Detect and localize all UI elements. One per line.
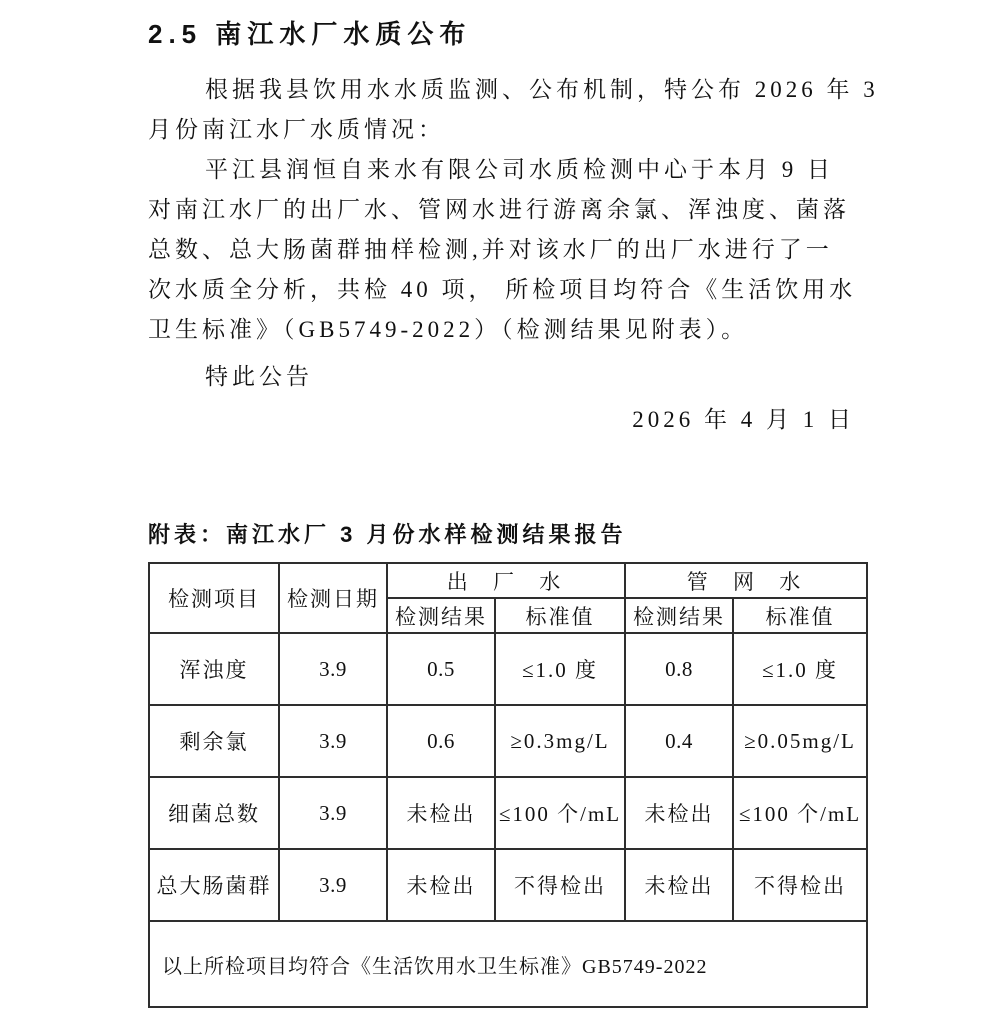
header-factory-result: 检测结果 xyxy=(387,598,495,633)
table-row xyxy=(149,633,867,705)
announcement-paragraph xyxy=(148,70,879,150)
cell-date: 3.9 xyxy=(279,705,387,777)
header-pipe-standard: 标准值 xyxy=(733,598,867,633)
table-body xyxy=(149,633,867,921)
cell-factory-result: 未检出 xyxy=(387,849,495,921)
cell-item: 总大肠菌群 xyxy=(149,849,279,921)
table-footer-note: 以上所检项目均符合《生活饮用水卫生标准》GB5749-2022 xyxy=(149,921,867,1007)
cell-factory-result: 未检出 xyxy=(387,777,495,849)
cell-factory-standard: 不得检出 xyxy=(495,849,625,921)
cell-item: 剩余氯 xyxy=(149,705,279,777)
cell-pipe-result: 未检出 xyxy=(625,777,733,849)
cell-date: 3.9 xyxy=(279,849,387,921)
publish-date: 2026 年 4 月 1 日 xyxy=(632,407,855,432)
table-header xyxy=(149,563,867,633)
cell-factory-result: 0.6 xyxy=(387,705,495,777)
water-quality-table xyxy=(148,562,868,1008)
cell-pipe-standard: ≥0.05mg/L xyxy=(733,705,867,777)
cell-date: 3.9 xyxy=(279,633,387,705)
cell-item: 浑浊度 xyxy=(149,633,279,705)
cell-pipe-result: 0.8 xyxy=(625,633,733,705)
paragraph-line: 卫生标准》（GB5749-2022）（检测结果见附表）。 xyxy=(148,317,749,342)
cell-pipe-standard: ≤1.0 度 xyxy=(733,633,867,705)
cell-pipe-standard: ≤100 个/mL xyxy=(733,777,867,849)
table-header-row-groups xyxy=(149,563,867,598)
table-footer xyxy=(149,921,867,1007)
header-pipe-result: 检测结果 xyxy=(625,598,733,633)
cell-item: 细菌总数 xyxy=(149,777,279,849)
cell-factory-standard: ≤100 个/mL xyxy=(495,777,625,849)
cell-date: 3.9 xyxy=(279,777,387,849)
table-row xyxy=(149,705,867,777)
paragraph-line: 次水质全分析，共检 40 项， 所检项目均符合《生活饮用水 xyxy=(148,277,857,302)
header-date: 检测日期 xyxy=(279,563,387,633)
cell-pipe-result: 未检出 xyxy=(625,849,733,921)
section-heading: 2.5 南江水厂水质公布 xyxy=(148,19,472,49)
inspection-paragraph xyxy=(148,150,855,350)
appendix-table-title: 附表：南江水厂 3 月份水样检测结果报告 xyxy=(148,522,627,547)
header-pipe-water: 管 网 水 xyxy=(625,563,867,598)
paragraph-line: 对南江水厂的出厂水、管网水进行游离余氯、浑浊度、菌落 xyxy=(148,197,850,222)
table-row xyxy=(149,849,867,921)
cell-pipe-result: 0.4 xyxy=(625,705,733,777)
closing-statement: 特此公告 xyxy=(205,364,313,389)
header-item: 检测项目 xyxy=(149,563,279,633)
table-row xyxy=(149,777,867,849)
paragraph-line: 月份南江水厂水质情况： xyxy=(148,117,445,142)
cell-factory-result: 0.5 xyxy=(387,633,495,705)
paragraph-line: 平江县润恒自来水有限公司水质检测中心于本月 9 日 xyxy=(205,157,834,182)
header-factory-standard: 标准值 xyxy=(495,598,625,633)
cell-pipe-standard: 不得检出 xyxy=(733,849,867,921)
table-footer-row xyxy=(149,921,867,1007)
cell-factory-standard: ≥0.3mg/L xyxy=(495,705,625,777)
paragraph-line: 总数、总大肠菌群抽样检测,并对该水厂的出厂水进行了一 xyxy=(148,237,833,262)
paragraph-line: 根据我县饮用水水质监测、公布机制，特公布 2026 年 3 xyxy=(205,77,879,102)
cell-factory-standard: ≤1.0 度 xyxy=(495,633,625,705)
header-factory-water: 出 厂 水 xyxy=(387,563,625,598)
